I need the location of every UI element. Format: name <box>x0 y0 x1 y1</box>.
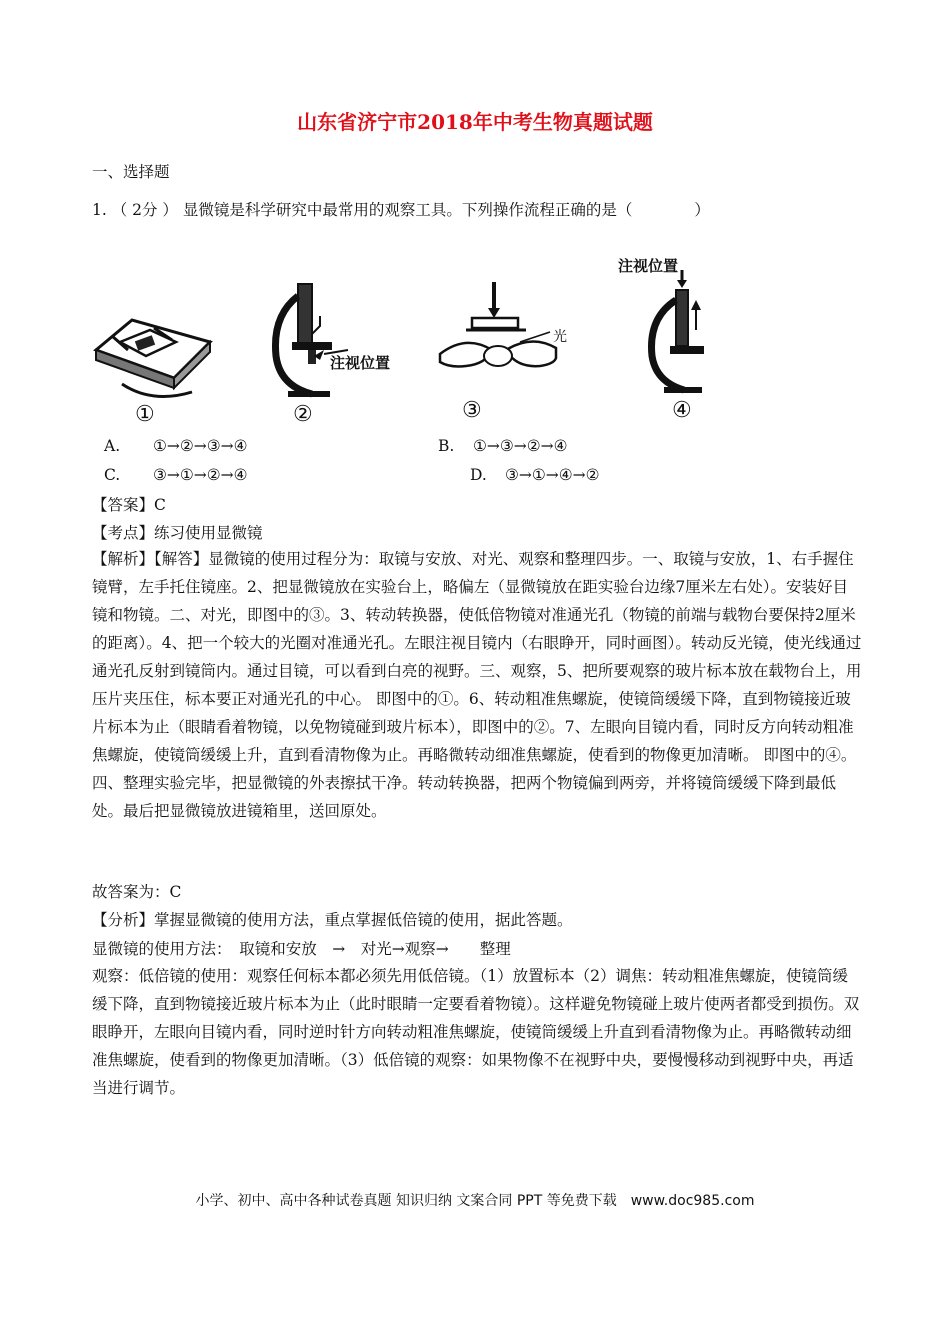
option-c-letter: C. <box>104 466 121 484</box>
figure-4-raise-tube <box>644 270 714 400</box>
option-b-text: ①→③→②→④ <box>473 437 568 455</box>
option-b-letter: B. <box>438 437 455 455</box>
page-footer: 小学、初中、高中各种试卷真题 知识归纳 文案合同 PPT 等免费下载 www.doc985.com <box>195 1193 755 1209</box>
option-d-text: ③→①→④→② <box>505 466 600 484</box>
option-d-letter: D. <box>470 466 487 484</box>
option-a-text: ①→②→③→④ <box>153 437 248 455</box>
figure-label-3: ③ <box>462 398 482 423</box>
method-line: 显微镜的使用方法： 取镜和安放 → 对光→观察→ 整理 <box>92 940 511 958</box>
figure-label-4: ④ <box>672 398 692 423</box>
figure-2-lower-tube <box>268 276 398 406</box>
figure-3-light-label: 光 <box>553 329 567 345</box>
question-stem: 1. （ 2分 ） 显微镜是科学研究中最常用的观察工具。下列操作流程正确的是（ ） <box>92 201 710 219</box>
figure-2-gaze-label: 注视位置 <box>330 354 391 372</box>
analysis-paragraph: 【解析】【解答】显微镜的使用过程分为：取镜与安放、对光、观察和整理四步。一、取镜与安放，1、右手握住镜臂，左手托住镜座。2、把显微镜放在实验台上，略偏左（显微镜放在距实验台边缘7厘米左右处）。安装好目镜和物镜。二、对光，即图中的③。3、转动转换器，使低倍物镜对准通光孔（物镜的前端与载物台要保持2厘米的距离）。4、把一个较大的光圈对准通光孔。左眼注视目镜内（右眼睁开，同时画图）。转动反光镜，使光线通过通光孔反射到镜筒内。通过目镜，可以看到白亮的视野。三、观察，5、把所要观察的玻片标本放在载物台上，用压片夹压住，标本要正对通光孔的中心。 即图中的①。6、转动粗准焦螺旋，使镜筒缓缓下降，直到物镜接近玻片标本为止（眼睛看着物镜，以免物镜碰到玻片标本），即图中的②。7、左眼向目镜内看，同时反方向转动粗准焦螺旋，使镜筒缓缓上升，直到看清物像为止。再略微转动细准焦螺旋，使看到的物像更加清晰。 即图中的④。四、整理实验完毕，把显微镜的外表擦拭干净。转动转换器，把两个物镜偏到两旁，并将镜筒缓缓下降到最低处。最后把显微镜放进镜箱里，送回原处。 <box>92 550 862 820</box>
kaodian-line: 【考点】练习使用显微镜 <box>92 524 263 542</box>
option-c-text: ③→①→②→④ <box>153 466 248 484</box>
figure-label-1: ① <box>135 402 155 427</box>
fenxi-line: 【分析】掌握显微镜的使用方法，重点掌握低倍镜的使用，据此答题。 <box>92 911 573 929</box>
answer-line: 【答案】C <box>92 496 166 514</box>
conclusion-line: 故答案为：C <box>92 883 182 901</box>
observe-paragraph: 观察：低倍镜的使用：观察任何标本都必须先用低倍镜。（1）放置标本（2）调焦：转动粗准焦螺旋，使镜筒缓缓下降，直到物镜接近玻片标本为止（此时眼睛一定要看着物镜）。这样避免物镜碰上玻片使两者都受到损伤。双眼睁开，左眼向目镜内看，同时逆时针方向转动粗准焦螺旋，使镜筒缓缓上升直到看清物像为止。再略微转动细准焦螺旋，使看到的物像更加清晰。（3）低倍镜的观察：如果物像不在视野中央，要慢慢移动到视野中央，再适当进行调节。 <box>92 967 860 1097</box>
option-a-letter: A. <box>104 437 121 455</box>
figure-label-2: ② <box>293 402 313 427</box>
section-heading: 一、选择题 <box>92 163 170 181</box>
figure-4-gaze-label: 注视位置 <box>618 257 679 275</box>
page-title: 山东省济宁市2018年中考生物真题试题 <box>297 110 653 134</box>
